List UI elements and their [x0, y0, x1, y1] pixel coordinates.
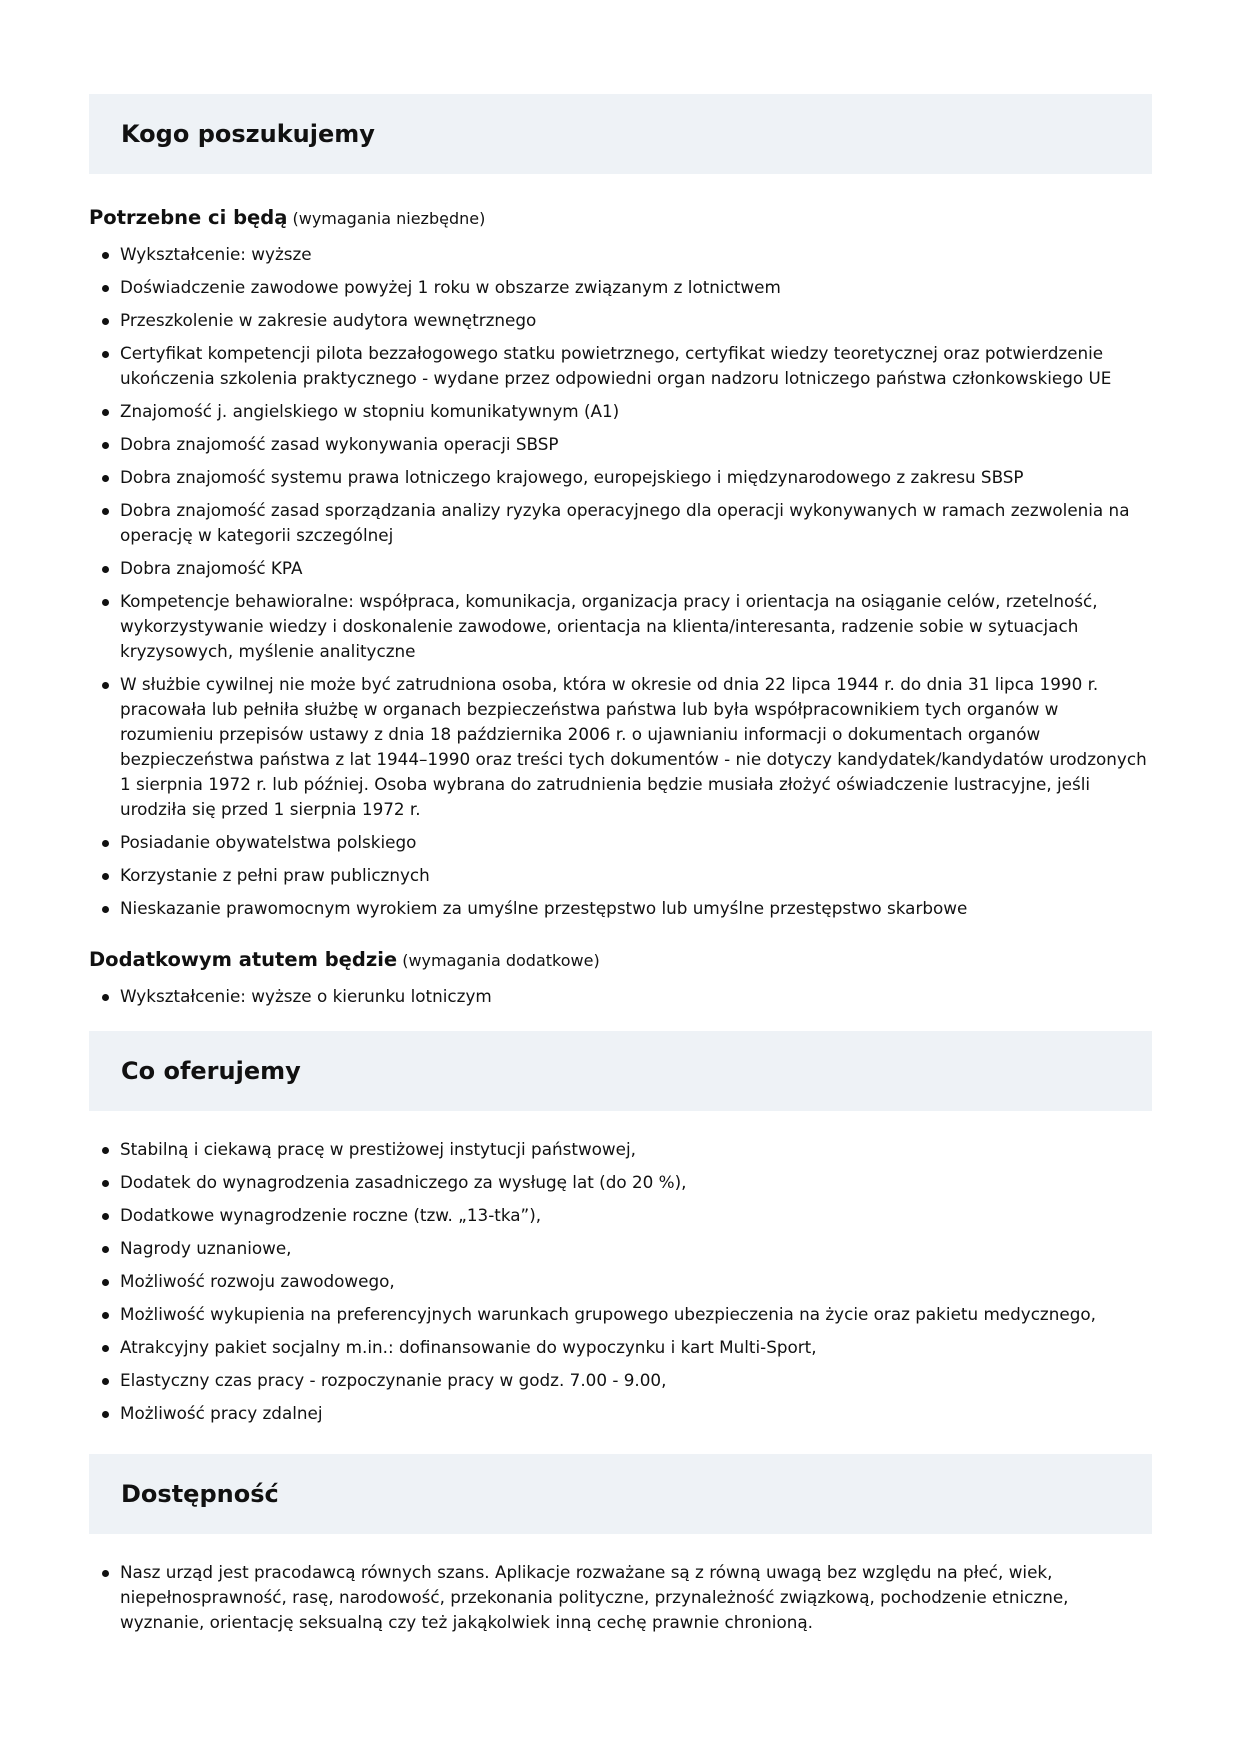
- list-item: [89, 896, 1152, 921]
- bullet-icon: [102, 1378, 109, 1385]
- list-item: [89, 308, 1152, 333]
- spacer: [89, 1534, 1152, 1560]
- list-item-text: Dobra znajomość zasad wykonywania operacji SBSP: [120, 434, 559, 454]
- list-item: [89, 863, 1152, 888]
- list-item: [89, 1335, 1152, 1360]
- bullet-icon: [102, 442, 109, 449]
- bullet-icon: [102, 566, 109, 573]
- list-item: [89, 498, 1152, 548]
- bullet-icon: [102, 1213, 109, 1220]
- list-item-text: Nasz urząd jest pracodawcą równych szans. Aplikacje rozważane są z równą uwagą bez względu na płeć, wiek, niepełnosprawność, rasę, narodowość, przekonania polityczne, przynależność związkową, pochodzenie etniczne, wyznanie, orientację seksualną czy też jakąkolwiek inną cechę prawnie chronioną.: [120, 1562, 1069, 1632]
- bullet-icon: [102, 318, 109, 325]
- bullet-icon: [102, 873, 109, 880]
- list-item-text: Posiadanie obywatelstwa polskiego: [120, 832, 417, 852]
- additional-heading-note: (wymagania dodatkowe): [402, 951, 600, 970]
- bullet-icon: [102, 1147, 109, 1154]
- list-item: [89, 1137, 1152, 1162]
- spacer: [89, 1017, 1152, 1031]
- list-item-text: Wykształcenie: wyższe: [120, 244, 312, 264]
- list-item: [89, 830, 1152, 855]
- list-item-text: Elastyczny czas pracy - rozpoczynanie pracy w godz. 7.00 - 9.00,: [120, 1370, 667, 1390]
- list-item: [89, 1203, 1152, 1228]
- list-item: [89, 1170, 1152, 1195]
- bullet-icon: [102, 840, 109, 847]
- list-item-text: Znajomość j. angielskiego w stopniu komunikatywnym (A1): [120, 401, 620, 421]
- list-item-text: Nagrody uznaniowe,: [120, 1238, 292, 1258]
- list-item: [89, 1368, 1152, 1393]
- bullet-icon: [102, 1180, 109, 1187]
- list-item-text: Możliwość wykupienia na preferencyjnych warunkach grupowego ubezpieczenia na życie oraz pakietu medycznego,: [120, 1304, 1096, 1324]
- bullet-icon: [102, 351, 109, 358]
- list-item: [89, 556, 1152, 581]
- list-item-text: Dodatkowe wynagrodzenie roczne (tzw. „13-tka”),: [120, 1205, 542, 1225]
- list-item-text: Dobra znajomość zasad sporządzania analizy ryzyka operacyjnego dla operacji wykonywanych w ramach zezwolenia na operację w kategorii szczególnej: [120, 500, 1130, 545]
- job-offer-page: [89, 94, 1152, 1643]
- bullet-icon: [102, 1246, 109, 1253]
- spacer: [89, 1434, 1152, 1454]
- bullet-icon: [102, 1312, 109, 1319]
- section-header-offer: [89, 1031, 1152, 1111]
- list-item-text: Dobra znajomość systemu prawa lotniczego krajowego, europejskiego i międzynarodowego z zakresu SBSP: [120, 467, 1024, 487]
- bullet-icon: [102, 1345, 109, 1352]
- list-item: [89, 1560, 1152, 1635]
- list-item: [89, 1302, 1152, 1327]
- section-title: Kogo poszukujemy: [121, 120, 375, 148]
- list-item-text: Nieskazanie prawomocnym wyrokiem za umyślne przestępstwo lub umyślne przestępstwo skarbowe: [120, 898, 968, 918]
- list-item-text: Dodatek do wynagrodzenia zasadniczego za wysługę lat (do 20 %),: [120, 1172, 687, 1192]
- list-item: [89, 242, 1152, 267]
- bullet-icon: [102, 906, 109, 913]
- bullet-icon: [102, 409, 109, 416]
- required-list: [89, 242, 1152, 921]
- accessibility-list: [89, 1560, 1152, 1635]
- required-heading-label: Potrzebne ci będą: [89, 206, 288, 229]
- required-heading: [89, 207, 1152, 230]
- list-item: [89, 589, 1152, 664]
- section-title: Co oferujemy: [121, 1057, 301, 1085]
- offer-list: [89, 1137, 1152, 1426]
- bullet-icon: [102, 1279, 109, 1286]
- list-item: [89, 1236, 1152, 1261]
- required-heading-note: (wymagania niezbędne): [292, 209, 486, 228]
- spacer: [89, 1111, 1152, 1137]
- list-item: [89, 672, 1152, 822]
- section-header-accessibility: [89, 1454, 1152, 1534]
- list-item: [89, 1269, 1152, 1294]
- list-item-text: Możliwość rozwoju zawodowego,: [120, 1271, 395, 1291]
- list-item-text: Stabilną i ciekawą pracę w prestiżowej instytucji państwowej,: [120, 1139, 636, 1159]
- list-item-text: Możliwość pracy zdalnej: [120, 1403, 323, 1423]
- bullet-icon: [102, 252, 109, 259]
- list-item: [89, 399, 1152, 424]
- list-item-text: Kompetencje behawioralne: współpraca, komunikacja, organizacja pracy i orientacja na osiąganie celów, rzetelność, wykorzystywanie wiedzy i doskonalenie zawodowe, orientacja na klienta/interesanta, radzenie sobie w sytuacjach kryzysowych, myślenie analityczne: [120, 591, 1098, 661]
- list-item-text: Doświadczenie zawodowe powyżej 1 roku w obszarze związanym z lotnictwem: [120, 277, 781, 297]
- list-item-text: Wykształcenie: wyższe o kierunku lotniczym: [120, 986, 492, 1006]
- list-item-text: Dobra znajomość KPA: [120, 558, 303, 578]
- list-item-text: Atrakcyjny pakiet socjalny m.in.: dofinansowanie do wypoczynku i kart Multi-Sport,: [120, 1337, 817, 1357]
- bullet-icon: [102, 599, 109, 606]
- additional-heading-label: Dodatkowym atutem będzie: [89, 948, 398, 971]
- list-item: [89, 275, 1152, 300]
- list-item-text: Certyfikat kompetencji pilota bezzałogowego statku powietrznego, certyfikat wiedzy teoretycznej oraz potwierdzenie ukończenia szkolenia praktycznego - wydane przez odpowiedni organ nadzoru lotniczego państwa członkowskiego UE: [120, 343, 1112, 388]
- section-header-who: [89, 94, 1152, 174]
- bullet-icon: [102, 682, 109, 689]
- list-item: [89, 1401, 1152, 1426]
- bullet-icon: [102, 994, 109, 1001]
- list-item: [89, 341, 1152, 391]
- bullet-icon: [102, 475, 109, 482]
- list-item-text: W służbie cywilnej nie może być zatrudniona osoba, która w okresie od dnia 22 lipca 1944 r. do dnia 31 lipca 1990 r. pracowała lub pełniła służbę w organach bezpieczeństwa państwa lub była współpracownikiem tych organów w rozumieniu przepisów ustawy z dnia 18 października 2006 r. o ujawnianiu informacji o dokumentach organów bezpieczeństwa państwa z lat 1944–1990 oraz treści tych dokumentów - nie dotyczy kandydatek/kandydatów urodzonych 1 sierpnia 1972 r. lub później. Osoba wybrana do zatrudnienia będzie musiała złożyć oświadczenie lustracyjne, jeśli urodziła się przed 1 sierpnia 1972 r.: [120, 674, 1147, 819]
- additional-list: [89, 984, 1152, 1009]
- list-item: [89, 984, 1152, 1009]
- bullet-icon: [102, 1411, 109, 1418]
- additional-heading: [89, 949, 1152, 972]
- section-title: Dostępność: [121, 1480, 279, 1508]
- list-item: [89, 432, 1152, 457]
- bullet-icon: [102, 285, 109, 292]
- bullet-icon: [102, 1570, 109, 1577]
- list-item-text: Przeszkolenie w zakresie audytora wewnętrznego: [120, 310, 537, 330]
- list-item: [89, 465, 1152, 490]
- bullet-icon: [102, 508, 109, 515]
- list-item-text: Korzystanie z pełni praw publicznych: [120, 865, 430, 885]
